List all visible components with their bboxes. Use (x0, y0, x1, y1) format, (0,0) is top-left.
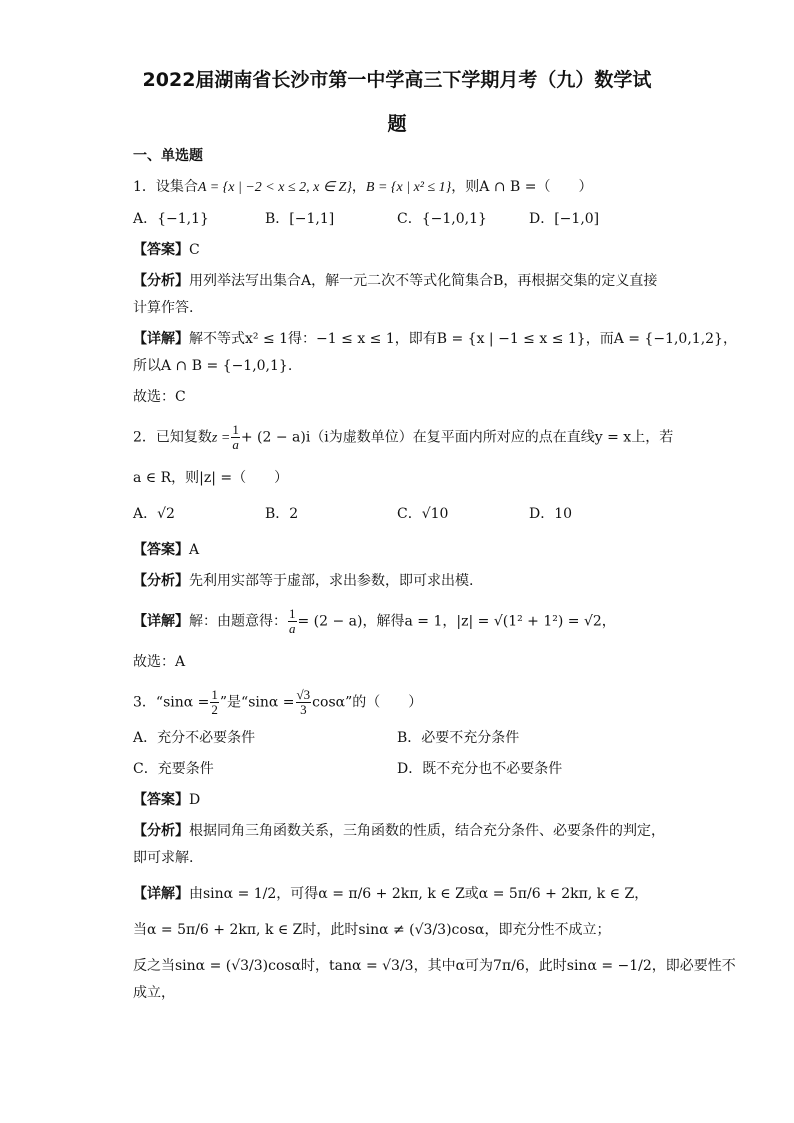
q1-analysis: 【分析】用列举法写出集合A，解一元二次不等式化简集合B，再根据交集的定义直接 (133, 273, 658, 289)
q1-set-b: B = {x | x² ≤ 1} (365, 180, 452, 195)
q1-detail-cont: 所以A ∩ B = {−1,0,1}. (133, 358, 293, 374)
q3-analysis-cont: 即可求解. (133, 850, 194, 866)
q3-option-a: A．充分不必要条件 (133, 730, 256, 746)
document-title-line-2: 题 (387, 113, 407, 135)
q1-conclusion: 故选：C (133, 389, 186, 405)
q1-option-d: D．[−1,0] (529, 211, 600, 227)
q1-analysis-cont: 计算作答. (133, 300, 194, 316)
q3-detail-line-2: 当α = 5π/6 + 2kπ, k ∈ Z时，此时sinα ≠ (√3/3)cosα，即充分性不成立； (133, 922, 611, 938)
section-heading: 一、单选题 (133, 148, 203, 164)
q2-fraction: $\frac{1}{a}$ (232, 422, 239, 452)
q3-stem: 3．“sinα = $\frac{1}{2}$ ”是“sinα = $\frac{√3}{3}$ cosα”的（ ） (133, 687, 423, 717)
q2-option-a: A．√2 (133, 506, 175, 522)
q2-options (133, 504, 661, 524)
q2-conclusion: 故选：A (133, 654, 186, 670)
q2-option-d: D．10 (529, 506, 573, 522)
q1-option-c: C．{−1,0,1} (397, 211, 487, 227)
q3-option-b: B．必要不充分条件 (397, 730, 520, 746)
q1-detail: 【详解】解不等式x² ≤ 1得：−1 ≤ x ≤ 1，即有B = {x | −1 ≤ x ≤ 1}，而A = {−1,0,1,2}， (133, 331, 737, 347)
q1-answer: 【答案】C (133, 242, 200, 258)
q3-detail-line-3: 反之当sinα = (√3/3)cosα时，tanα = √3/3，其中α可为7π/6，此时sinα = −1/2，即必要性不 (133, 958, 736, 974)
q3-frac-half: $\frac{1}{2}$ (211, 687, 218, 717)
q2-answer: 【答案】A (133, 542, 200, 558)
q2-option-c: C．√10 (397, 506, 449, 522)
q3-options-row-2 (133, 759, 661, 779)
q3-option-d: D．既不充分也不必要条件 (397, 761, 563, 777)
q2-detail: 【详解】解：由题意得： $\frac{1}{a}$ = (2 − a)，解得a = 1，|z| = √(1² + 1²) = √2， (133, 606, 616, 636)
q1-option-a: A．{−1,1} (133, 211, 209, 227)
q3-frac-root3: $\frac{√3}{3}$ (296, 687, 311, 717)
q3-answer: 【答案】D (133, 792, 201, 808)
q2-option-b: B．2 (265, 506, 299, 522)
q3-detail-line-4: 成立， (133, 985, 175, 1001)
q1-option-b: B．[−1,1] (265, 211, 335, 227)
q2-stem-cont: a ∈ R，则|z| =（ ） (133, 470, 289, 486)
q2-detail-fraction: $\frac{1}{a}$ (289, 606, 296, 636)
q1-options (133, 209, 661, 229)
q3-options-row-1 (133, 728, 661, 748)
q2-analysis: 【分析】先利用实部等于虚部，求出参数，即可求出模. (133, 573, 474, 589)
q3-detail: 【详解】由sinα = 1/2，可得α = π/6 + 2kπ, k ∈ Z或α = 5π/6 + 2kπ, k ∈ Z， (133, 886, 649, 902)
q3-analysis: 【分析】根据同角三角函数关系，三角函数的性质，结合充分条件、必要条件的判定， (133, 823, 665, 839)
document-title-line-1: 2022届湖南省长沙市第一中学高三下学期月考（九）数学试 (142, 69, 652, 91)
q2-stem: 2．已知复数z = $\frac{1}{a}$ + (2 − a)i（i为虚数单位）在复平面内所对应的点在直线y = x上，若 (133, 422, 674, 452)
q1-stem: 1．设集合A = {x | −2 < x ≤ 2, x ∈ Z}，B = {x | x² ≤ 1}，则A ∩ B =（ ） (133, 179, 593, 195)
q3-option-c: C．充要条件 (133, 761, 214, 777)
q1-set-a: A = {x | −2 < x ≤ 2, x ∈ Z} (197, 180, 352, 195)
